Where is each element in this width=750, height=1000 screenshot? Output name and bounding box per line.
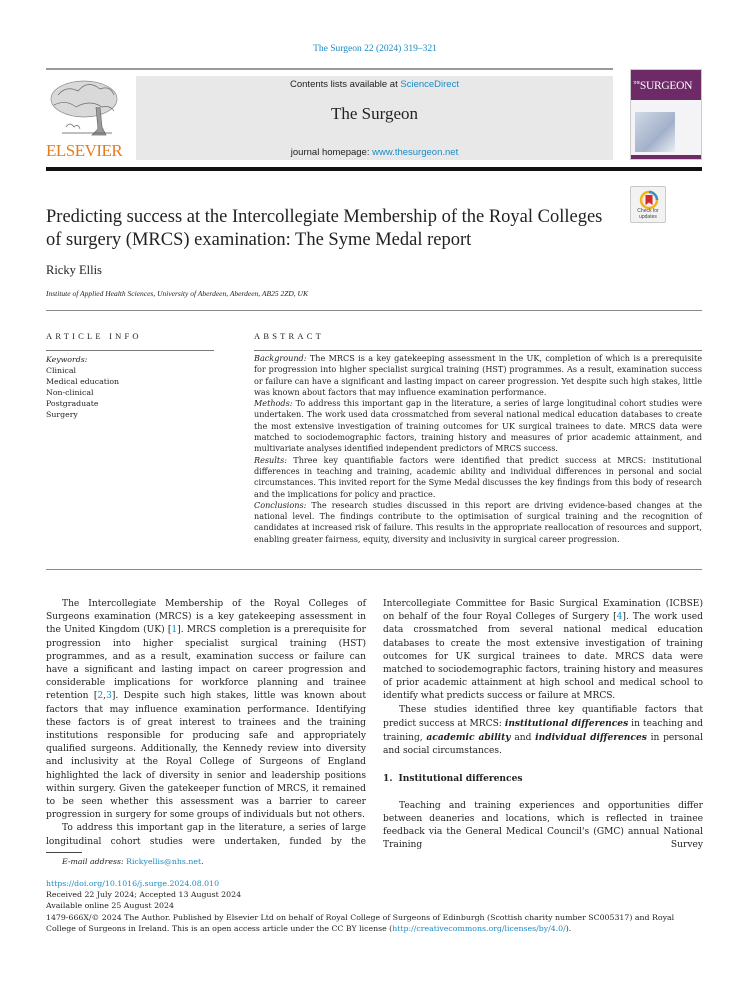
emphasis-term: institutional differences [504,717,629,729]
contents-availability [136,79,613,90]
homepage-link[interactable]: www.thesurgeon.net [372,147,459,158]
cover-title-main: SURGEON [639,80,693,92]
copyright-text: 1479-666X/© 2024 The Author. Published by Elsevier Ltd on behalf of Royal College of Surgeons of Edinburgh (Scottish charity number SC005317) and Royal College of Surgeons in Ireland. This is an open access article under the CC BY license ( [46,912,675,933]
doi-link[interactable]: https://doi.org/10.1016/j.surge.2024.08.010 [46,879,220,888]
article-info-heading: ARTICLE INFO [46,331,142,341]
elsevier-logo[interactable] [46,77,122,161]
text-run: ]. Despite such high stakes, little was known about factors that may influence examination performance. Identifying these factors is of great interest to trainees and the training institutions responsible for producing safe and appropriately qualified surgeons. Additionally, the Kennedy review into diversity and inclusivity at the Royal College of Surgeons of England highlighted the lack of diversity in senior and leadership positions within surgery. Given the gatekeeper function of MRCS, it remained to be seen whether this assessment was a barrier to career progression in surgery for some groups of individuals but not others. [46,691,366,821]
emphasis-term: individual differences [535,732,647,744]
keyword-item: Surgery [46,410,78,419]
email-label: E-mail address: [62,857,124,866]
homepage-prefix: journal homepage: [290,147,373,158]
copyright-notice [46,912,702,934]
elsevier-tree-icon [48,77,120,139]
cover-title [633,80,692,92]
citation-link[interactable]: 3 [106,691,112,702]
abstract-section-label: Conclusions: [254,499,307,510]
keyword-item: Medical education [46,377,120,386]
abstract-section-label: Results: [254,454,287,465]
abstract-methods [254,398,702,454]
section-1-paragraph-1: Teaching and training experiences and opportunities differ between deaneries and locations, which is reflected in trainee feedback via the General Medical Council's (GMC) annual National Training Survey [383,800,703,851]
elsevier-wordmark: ELSEVIER [46,141,123,160]
abstract-section-text: The research studies discussed in this report are driving evidence-based changes at the national level. The findings contribute to the optimisation of surgical training and the recognition of candidates at increased risk of failure. This results in the appropriate reallocation of resources and support, enabling greater fairness, equity, diversity and inclusivity in surgical career progression. [254,499,702,544]
masthead-top-rule [46,68,613,70]
citation-link[interactable]: 2 [97,691,104,702]
footnote-rule [46,852,82,853]
contents-prefix: Contents lists available at [290,79,401,90]
keyword-item: Non-clinical [46,388,94,397]
abstract-background [254,353,702,398]
publication-info [46,878,702,934]
check-label-line2: updates [639,213,657,220]
section-heading [383,772,703,785]
intro-paragraph-3 [383,704,703,759]
check-for-updates-label [631,209,665,220]
intro-paragraph-2: To address this important gap in the literature, a series of large longitudinal cohort studies were undertaken, funded by the [46,823,366,847]
article-info-rule [46,350,214,351]
abstract-section-text: To address this important gap in the literature, a series of large longitudinal cohort studies were undertaken. The work used data crossmatched from several national medical education databases to create the most extensive investigation of training outcomes for UK surgical trainees to date. MRCS data were matched to sociodemographic factors, training history and measures of prior academic attainment, and multivariate analyses identified independent predictors of MRCS success. [254,398,702,454]
abstract-conclusions [254,500,702,545]
running-head-citation[interactable]: The Surgeon 22 (2024) 319–321 [313,44,437,54]
abstract-results [254,455,702,500]
keyword-item: Postgraduate [46,399,99,408]
author-name: Ricky Ellis [46,263,102,277]
journal-cover-thumbnail[interactable] [630,69,702,160]
citation-link[interactable]: 1 [171,625,178,636]
article-title: Predicting success at the Intercollegiate Membership of the Royal Colleges of surgery (MRCS) examination: The Syme Medal report [46,207,603,250]
cover-image [635,112,675,152]
abstract-section-label: Methods: [254,398,293,409]
journal-name: The Surgeon [330,104,419,123]
body-column-right [383,598,703,852]
available-online-date: Available online 25 August 2024 [46,901,174,911]
journal-homepage [136,147,613,158]
abstract-heading: ABSTRACT [254,331,324,341]
citation-link[interactable]: 4 [616,612,623,623]
corresponding-email [62,857,204,866]
check-for-updates-icon [639,190,659,210]
keywords-label: Keywords: [46,355,88,364]
abstract-section-label: Background: [254,353,307,363]
author-affiliation: Institute of Applied Health Sciences, University of Aberdeen, Aberdeen, AB25 2ZD, UK [46,289,308,298]
abstract-body [254,353,702,545]
text-run: These studies identified three key quantifiable factors that predict success at MRCS: [383,704,703,729]
check-for-updates-button[interactable] [630,186,666,223]
keyword-item: Clinical [46,366,76,375]
masthead-banner [136,76,613,160]
intro-paragraph-2-continued [383,598,703,704]
abstract-section-text: The MRCS is a key gatekeeping assessment in the UK, completion of which is a prerequisite for progression into higher specialist surgical training (HST) programmes. As a result, examination success or failure can have a significant and lasting impact on career progression. Yet despite such high stakes, little was known about factors that may influence examination performance. [254,353,702,397]
keywords-list [46,354,119,420]
title-block-rule [46,310,702,311]
masthead-bottom-rule [46,167,702,171]
copyright-text-end: ). [565,923,572,933]
text-run: and [510,733,536,744]
cover-title-prefix: THE [633,80,640,85]
email-suffix: . [201,857,204,866]
text-run: ]. MRCS completion is a prerequisite for progression into higher specialist surgical training (HST) programmes, and as a result, examination success or failure can have a significant and lasting impact on career progression and considerable implications for workforce planning and trainee retention [ [46,625,366,702]
text-run: in teaching and training, [383,718,703,744]
abstract-bottom-rule [46,569,702,570]
body-column-left [46,598,366,849]
received-accepted-dates: Received 22 July 2024; Accepted 13 August 2024 [46,890,242,900]
text-run: Intercollegiate Committee for Basic Surgical Examination (ICBSE) on behalf of the four Royal Colleges of Surgery [ [383,599,703,623]
abstract-section-text: Three key quantifiable factors were identified that predict success at MRCS: institutional differences in teaching and training, academic ability and individual differences in personal and social circumstances. This invited report for the Syme Medal discusses the key findings from this body of research and the implications for policy and practice. [254,454,702,499]
section-number: 1. [383,773,393,785]
text-run: ]. The work used data crossmatched from several national medical education databases to create the most extensive investigation of training outcomes for UK surgical trainees to date. MRCS data were matched to sociodemographic factors, training history and measures of prior academic attainment at high school and medical school to identify what predicts success or failure at MRCS. [383,612,703,702]
cover-bottom-band [631,155,701,159]
email-link[interactable]: Rickyellis@nhs.net [126,857,202,866]
abstract-rule [254,350,702,351]
section-title: Institutional differences [398,773,523,785]
text-run: , [103,691,107,702]
check-label-line1: Check for [637,208,659,214]
text-run: in personal and social circumstances. [383,733,703,757]
intro-paragraph-1 [46,598,366,822]
emphasis-term: academic ability [426,732,511,744]
text-run: The Intercollegiate Membership of the Royal Colleges of Surgeons examination (MRCS) is a key gatekeeping assessment in the United Kingdom (UK) [ [46,599,366,636]
license-link[interactable]: http://creativecommons.org/licenses/by/4.0/ [392,923,566,933]
sciencedirect-link[interactable]: ScienceDirect [400,79,459,90]
